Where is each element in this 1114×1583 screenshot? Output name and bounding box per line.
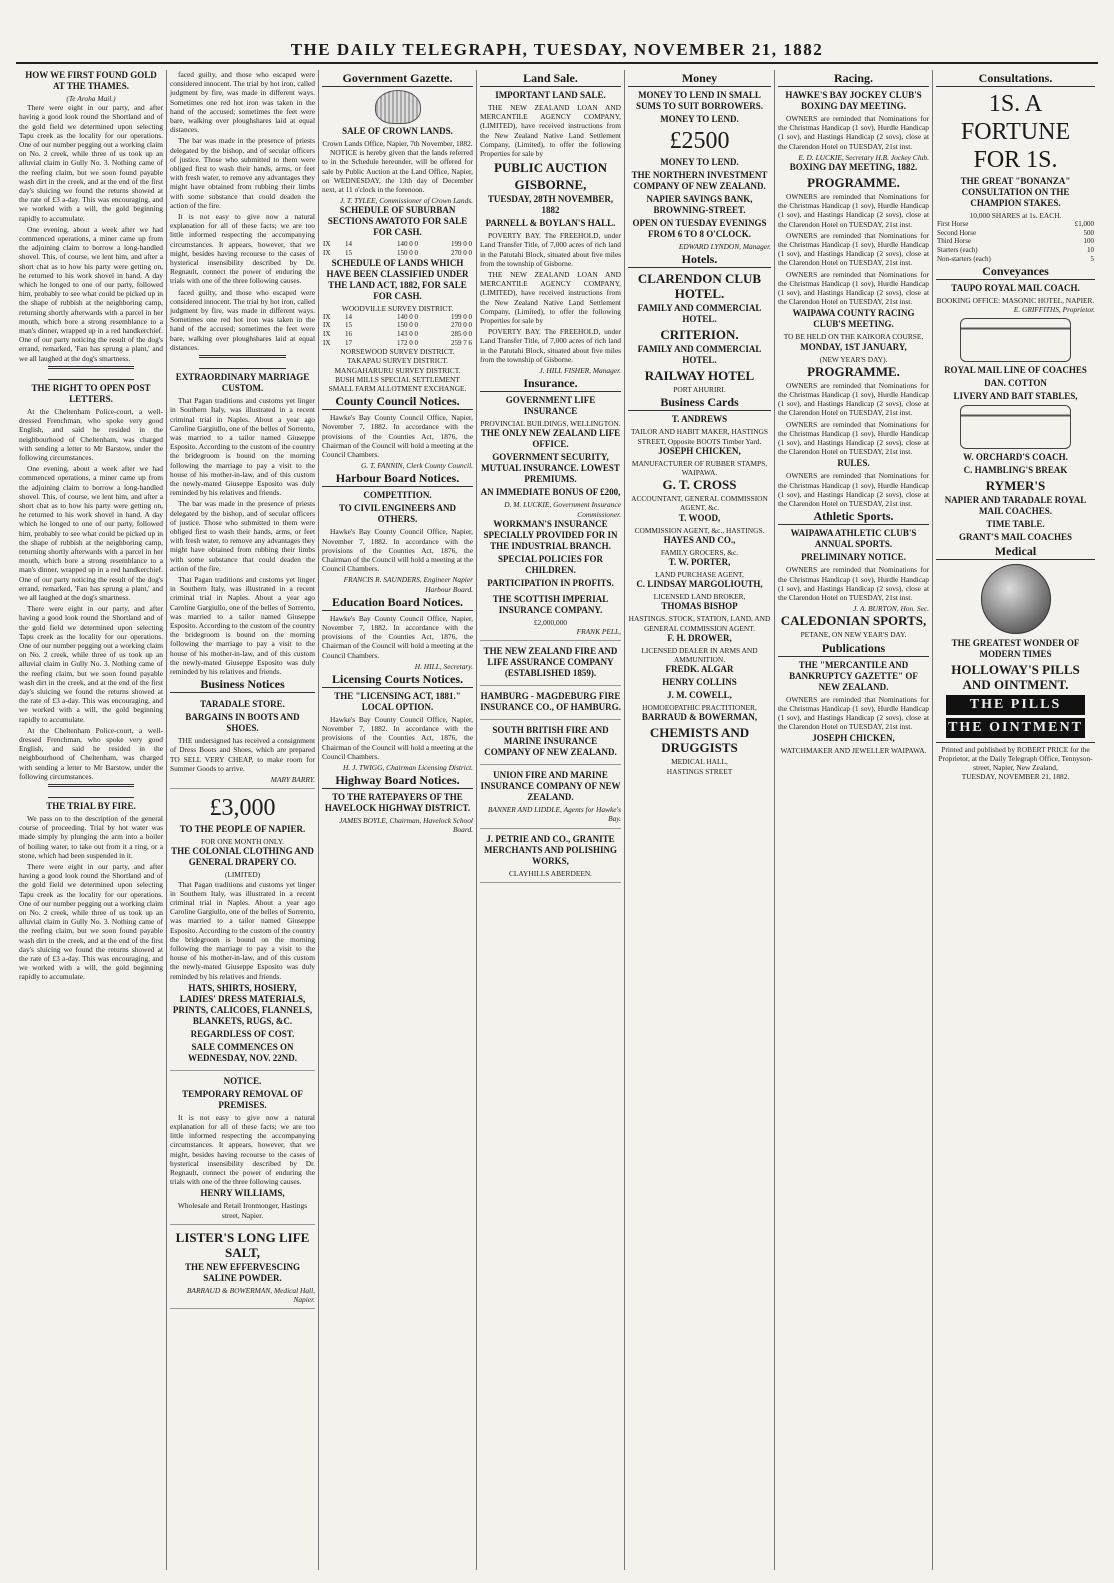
ad-title: MONEY TO LEND. xyxy=(660,157,739,167)
ad-title: SOUTH BRITISH FIRE AND MARINE INSURANCE COMPANY OF NEW ZEALAND. xyxy=(484,725,617,758)
ad-union-fire xyxy=(480,767,621,828)
ad-title: MONEY TO LEND IN SMALL SUMS TO SUIT BORROWERS. xyxy=(635,90,764,111)
notice-subtitle: TO CIVIL ENGINEERS AND OTHERS. xyxy=(338,503,457,525)
ad-text: OWNERS are reminded that Nominations for the Christmas Handicap (1 sov), Hurdle Handicap (1 sov), and Hastings Handicap (2 sovs), close at the Clarendon Hotel on TUESDAY, 21st inst. xyxy=(778,192,929,229)
district-name: BUSH MILLS SPECIAL SETTLEMENT xyxy=(335,374,460,384)
ad-subtitle: NAPIER AND TARADALE ROYAL MAIL COACHES. xyxy=(944,494,1087,516)
card-title: T. W. PORTER, xyxy=(668,557,731,568)
ad-title: LISTER'S LONG LIFE SALT, xyxy=(175,1229,310,1260)
notice-title: COMPETITION. xyxy=(363,490,432,501)
ad-colonial-clothing xyxy=(170,791,315,1071)
notice-title: SALE OF CROWN LANDS. xyxy=(342,126,453,136)
notice-subtitle: SCHEDULE OF SUBURBAN SECTIONS AWATOTO FOR SALE FOR CASH. xyxy=(327,205,468,238)
article-headline: HOW WE FIRST FOUND GOLD AT THE THAMES. xyxy=(25,70,157,91)
table-row: Third Horse 100 xyxy=(937,237,1094,246)
ad-subtitle: FAMILY AND COMMERCIAL HOTEL. xyxy=(637,344,762,366)
column-6 xyxy=(774,70,932,1570)
card-title: G. T. CROSS xyxy=(662,477,737,493)
article-headline: THE RIGHT TO OPEN POST LETTERS. xyxy=(31,382,151,404)
article-paragraph: One evening, about a week after we had commenced operations, a miner came up from the adjoining claim to borrow a long-handled shovel. This, of course, we lent him, and after a short chat as to how his party were getting on, he returned to his work shovel in hand. A day which he longed to one of our party, followed him, probably to see what could be picked up in the shape of rubbish at the neighboring camp, returning shortly afterwards with a parcel in her mouth, which bore a strong resemblance to a man's dinner, wrapped up in a red handkerchief. One of our party noticing the result of the dog's errand, remarked, 'Fan has sprung a plant,' and we all laughed at the dog's smartness. xyxy=(19,224,163,363)
section-header-harbour: Harbour Board Notices. xyxy=(322,472,473,487)
ad-text: £2,000,000 xyxy=(533,617,568,627)
notice-text: Hawke's Bay County Council Office, Napier, November 7, 1882. In accordance with the provisions of the Counties Act, 1876, the Chairman of the Council will hold a meeting at the Council Chambers. xyxy=(322,613,473,660)
ad-title: HOLLOWAY'S PILLS AND OINTMENT. xyxy=(951,661,1080,692)
district-name: MANGAHARURU SURVEY DISTRICT. xyxy=(334,365,461,375)
ad-signature: J. A. BURTON, Hon. Sec. xyxy=(853,604,929,614)
ad-title: JOSEPH CHICKEN, xyxy=(812,733,895,744)
ad-subtitle: TIME TABLE. xyxy=(986,518,1045,529)
ad-title: THE COLONIAL CLOTHING AND GENERAL DRAPERY CO. xyxy=(171,846,314,868)
table-row: Second Horse 500 xyxy=(937,228,1094,237)
section-header-business-cards: Business Cards xyxy=(628,396,771,411)
table-row: First Horse £1,000 xyxy=(937,220,1094,229)
ad-title: PROGRAMME. xyxy=(807,175,900,191)
section-header-athletic: Athletic Sports. xyxy=(778,510,929,525)
card-text: MEDICAL HALL, xyxy=(671,757,728,767)
ad-subtitle: AN IMMEDIATE BONUS OF £200, xyxy=(480,487,621,498)
article-paragraph: faced guilty, and those who escaped were considered innocent. The trial by hot iron, called judgment by fire, was made in different ways. Sometimes one red hot iron was taken in the hand of the accused; sometimes the feet were bare, walking over ploughshares laid at equal distances. xyxy=(170,70,315,135)
ad-text: THE NEW ZEALAND LOAN AND MERCANTILE AGENCY COMPANY, (LIMITED), have received instructions from the New Zealand Native Land Settlement Company, (Limited), to offer the following Properties for sale by xyxy=(480,270,621,326)
card-text: HASTINGS. STOCK, STATION, LAND, AND GENERAL COMMISSION AGENT. xyxy=(628,614,771,633)
section-header-land-sale: Land Sale. xyxy=(480,72,621,87)
notice-text: Crown Lands Office, Napier, 7th November, 1882. xyxy=(322,139,473,148)
ad-notice xyxy=(170,1073,315,1225)
article-paragraph: That Pagan traditions and customs yet linger in Southern Italy, was illustrated in a recent criminal trial in Naples. About a year ago Caroline Gargiullo, one of the belles of Sorrento, was married to a tailor named Giuseppe Esposito. According to the custom of the country the bridegroom is bound on the morning following the marriage to pay a visit to the house of his mother-in-law, and of this custom the newly-mated Giuseppe Esposito was duly reminded by his relatives and friends. xyxy=(170,574,315,676)
ad-subtitle: HATS, SHIRTS, HOSIERY, LADIES' DRESS MATERIALS, PRINTS, CALICOES, FLANNELS, BLANKETS, RUGS, &C. xyxy=(172,982,313,1026)
card-text: LICENSED DEALER IN ARMS AND AMMUNITION. xyxy=(641,645,758,665)
notice-subtitle: SCHEDULE OF LANDS WHICH HAVE BEEN CLASSIFIED UNDER THE LAND ACT, 1882, FOR SALE FOR CASH. xyxy=(326,257,469,301)
notice-signature: JAMES BOYLE, Chairman, Havelock School Board. xyxy=(339,816,473,835)
ad-signature: BARRAUD & BOWERMAN, Medical Hall, Napier. xyxy=(186,1285,315,1305)
globe-illustration-icon xyxy=(981,564,1051,634)
ad-subtitle: MONDAY, 1ST JANUARY, xyxy=(800,341,907,352)
article-paragraph: There were eight in our party, and after having a good look round the Shortland and of the gold field we determined upon selecting Tapu creek as the locality for our operations. One of our number pegging out a working claim on No. 2 creek, while three of us took up an alluvial claim in Gully No. 3. Nothing came of the reefing claim, but we soon found payable wash dirt in the creek, and at the end of the first day's sluicing we found the returns showed at the rate of £3 a-day. This was encouraging, and we worked with a will, the gold beginning rapidly to accumulate. xyxy=(19,604,163,724)
ad-title: CRITERION. xyxy=(660,327,739,343)
article-paragraph: It is not easy to give now a natural explanation for all of these facts; we are too little informed respecting the accompanying circumstances. It appears, however, that we might, besides having recourse to the cases of hysterical insensibility described by Dr. Regnault, connect the power of enduring the trials with one of the three following causes. xyxy=(170,212,315,286)
ad-title: IMPORTANT LAND SALE. xyxy=(495,90,606,100)
notice-text: Hawke's Bay County Council Office, Napier, November 7, 1882. In accordance with the provisions of the Counties Act, 1876, the Chairman of the Council will hold a meeting at the Council Chambers. xyxy=(322,413,473,460)
card-title: HAYES AND CO., xyxy=(663,534,736,545)
ad-text: THE undersigned has received a consignment of Dress Boots and Shoes, which are prepared TO SELL VERY CHEAP, to make room for Summer Goods to arrive. xyxy=(170,736,315,773)
ad-text: TO BE HELD ON THE KAIKORA COURSE, xyxy=(783,332,924,342)
masthead-rule xyxy=(16,62,1098,64)
card-title: THOMAS BISHOP xyxy=(661,601,738,612)
district-name: TAKAPAU SURVEY DISTRICT. xyxy=(347,356,448,366)
ad-title: THE "MERCANTILE AND BANKRUPTCY GAZETTE" OF NEW ZEALAND. xyxy=(789,659,918,692)
ad-signature: FRANK PELL, xyxy=(576,627,621,637)
ad-nz-fire xyxy=(480,643,621,686)
ad-title: 1S. A FORTUNE FOR 1S. xyxy=(960,91,1071,173)
ad-text: FOR ONE MONTH ONLY. xyxy=(201,837,284,847)
column-4 xyxy=(476,70,624,1570)
ad-title: BOXING DAY MEETING, 1882. xyxy=(789,162,918,173)
notice-title: THE "LICENSING ACT, 1881." LOCAL OPTION. xyxy=(334,691,461,713)
ad-subtitle: PARNELL & BOYLAN'S HALL. xyxy=(485,218,616,229)
table-row: Starters (each) 10 xyxy=(937,245,1094,254)
ad-text: OWNERS are reminded that Nominations for the Christmas Handicap (1 sov), Hurdle Handicap (1 sov), and Hastings Handicap (2 sovs), close at the Clarendon Hotel on TUESDAY, 21st inst. xyxy=(778,419,929,457)
ad-subtitle: TO THE PEOPLE OF NAPIER. xyxy=(179,824,306,835)
card-text: HOMOEOPATHIC PRACTITIONER, xyxy=(642,703,757,713)
article-paragraph: At the Cheltenham Police-court, a well-dressed Frenchman, who spoke very good English, and said he resided in the neighbourhood of Cheltenham, was charged with sending a letter to Mr Barstow, under the following circumstances. xyxy=(19,725,163,781)
article-headline: EXTRAORDINARY MARRIAGE CUSTOM. xyxy=(175,372,310,394)
notice-signature: G. T. FANNIN, Clerk County Council. xyxy=(360,461,473,471)
column-7 xyxy=(932,70,1098,1570)
card-text: HASTINGS STREET xyxy=(666,766,733,776)
article-paragraph: We pass on to the description of the general course of proceeding. Trial by hot water was made simply by plunging the arm into a boiler of boiling water, to take out from it a ring, or a stone, which had been suspended in it. xyxy=(19,814,163,860)
card-title: T. ANDREWS xyxy=(671,414,728,425)
card-title: T. WOOD, xyxy=(678,512,721,523)
ad-signature: E. D. LUCKIE, Secretary H.B. Jockey Club. xyxy=(798,152,929,162)
card-title: CHEMISTS AND DRUGGISTS xyxy=(649,725,750,756)
ad-subtitle: PARTICIPATION IN PROFITS. xyxy=(487,577,614,588)
table-row: IX 15 150 0 0 270 0 0 xyxy=(323,321,472,330)
prize-table xyxy=(936,220,1095,263)
card-text: FAMILY GROCERS, &c. xyxy=(660,547,739,557)
ad-signature: J. HILL FISHER, Manager. xyxy=(539,366,621,376)
district-name: NORSEWOOD SURVEY DISTRICT. xyxy=(340,347,455,357)
ad-subtitle: TEMPORARY REMOVAL OF PREMISES. xyxy=(182,1088,303,1110)
ad-title: C. HAMBLING'S BREAK xyxy=(963,464,1068,475)
ad-text: OWNERS are reminded that Nominations for the Christmas Handicap (1 sov), Hurdle Handicap (1 sov), and Hastings Handicap (2 sovs), close at the Clarendon Hotel on TUESDAY, 21st inst. xyxy=(778,565,929,602)
card-text: MANUFACTURER OF RUBBER STAMPS, WAIPAWA. xyxy=(631,458,768,478)
ad-title: PROGRAMME. xyxy=(807,363,900,379)
article-paragraph: At the Cheltenham Police-court, a well-dressed Frenchman, who spoke very good English, and said he resided in the neighbourhood of Cheltenham, was charged with sending a letter to Mr Barstow, under the following circumstances. xyxy=(19,406,163,462)
section-header-hotels: Hotels. xyxy=(628,253,771,268)
ad-title: TAUPO ROYAL MAIL COACH. xyxy=(951,283,1080,294)
ad-text: (LIMITED) xyxy=(224,870,261,880)
notice-text: Hawke's Bay County Council Office, Napier, November 7, 1882. In accordance with the provisions of the Counties Act, 1876, the Chairman of the Council will hold a meeting at the Council Chambers. xyxy=(322,715,473,761)
article-paragraph: That Pagan traditions and customs yet linger in Southern Italy, was illustrated in a recent criminal trial in Naples. About a year ago Caroline Gargiullo, one of the belles of Sorrento, was married to a tailor named Giuseppe Esposito. According to the custom of the country the bridegroom is bound on the morning following the marriage to pay a visit to the house of his mother-in-law, and of this custom the newly-mated Giuseppe Esposito was duly reminded by his relatives and friends. xyxy=(170,396,315,498)
ad-scottish xyxy=(480,591,621,641)
ad-text: 10,000 SHARES at 1s. EACH. xyxy=(969,211,1062,220)
ad-title: PUBLIC AUCTION xyxy=(493,160,608,176)
table-row: IX 16 143 0 0 285 0 0 xyxy=(323,330,472,338)
ad-lister xyxy=(170,1227,315,1309)
section-header-insurance: Insurance. xyxy=(480,377,621,392)
ad-text: OWNERS are reminded that Nominations for the Christmas Handicap (1 sov), Hurdle Handicap (1 sov), and Hastings Handicap (2 sovs), close at the Clarendon Hotel on TUESDAY, 21st inst. xyxy=(778,114,929,151)
ad-taradale xyxy=(170,696,315,789)
land-table xyxy=(322,313,473,347)
ad-signature: D. M. LUCKIE, Government Insurance Commissioner. xyxy=(504,500,621,519)
ointment-banner: THE OINTMENT xyxy=(946,718,1085,738)
article-paragraph: One evening, about a week after we had commenced operations, a miner came up from the adjoining claim to borrow a long-handled shovel. This, of course, we lent him, and after a short chat as to how his party were getting on, he returned to his work shovel in hand. A day which he longed to one of our party, followed him, probably to see what could be picked up in the shape of rubbish at the neighboring camp, returning shortly afterwards with a parcel in her mouth, which bore a strong resemblance to a man's dinner, wrapped up in a red handkerchief. One of our party noticing the result of the dog's errand, remarked, 'Fan has sprung a plant,' and we all laughed at the dog's smartness. xyxy=(19,464,163,602)
ad-signature: HENRY WILLIAMS, xyxy=(200,1188,285,1199)
article-headline: THE TRIAL BY FIRE. xyxy=(46,801,136,812)
ad-title: CLARENDON CLUB HOTEL. xyxy=(637,271,762,302)
coach-illustration-icon xyxy=(960,318,1071,362)
section-header-business: Business Notices xyxy=(170,678,315,693)
ad-text: OWNERS are reminded that Nominations for the Christmas Handicap (1 sov), Hurdle Handicap (1 sov), and Hastings Handicap (2 sovs), close at the Clarendon Hotel on TUESDAY, 21st inst. xyxy=(778,230,929,268)
table-row: IX 14 140 0 0 199 0 0 xyxy=(323,312,472,321)
ad-text: OWNERS are reminded that Nominations for the Christmas Handicap (1 sov), Hurdle Handicap (1 sov), and Hastings Handicap (2 sovs), close at the Clarendon Hotel on TUESDAY, 21st inst. xyxy=(778,694,929,732)
coach-illustration-icon xyxy=(960,405,1071,449)
ad-subtitle: THE GREAT "BONANZA" CONSULTATION ON THE CHAMPION STAKES. xyxy=(960,176,1071,208)
section-header-education: Education Board Notices. xyxy=(322,596,473,611)
notice-text: Hawke's Bay County Council Office, Napier, November 7, 1882. In accordance with the provisions of the Counties Act, 1876, the Chairman of the Council will hold a meeting at the Council Chambers. xyxy=(322,527,473,574)
ad-text: WATCHMAKER AND JEWELLER WAIPAWA. xyxy=(780,746,927,756)
imprint-date: TUESDAY, NOVEMBER 21, 1882. xyxy=(961,771,1070,781)
ad-signature: E. GRIFFITHS, Proprietor. xyxy=(1013,305,1095,315)
ad-text: PROVINCIAL BUILDINGS, WELLINGTON. xyxy=(480,419,621,429)
section-header-licensing: Licensing Courts Notices. xyxy=(322,673,473,688)
district-name: SMALL FARM ALLOTMENT EXCHANGE. xyxy=(328,384,467,393)
ad-subtitle: WORKMAN'S INSURANCE SPECIALLY PROVIDED FOR IN THE INDUSTRIAL BRANCH. xyxy=(483,518,618,551)
ad-title: WAIPAWA ATHLETIC CLUB'S ANNUAL SPORTS. xyxy=(790,528,917,550)
ad-title: HAMBURG - MAGDEBURG FIRE INSURANCE CO., OF HAMBURG. xyxy=(480,691,621,713)
land-table xyxy=(322,240,473,257)
ad-title: W. ORCHARD'S COACH. xyxy=(963,451,1068,462)
ad-subtitle: GOVERNMENT SECURITY, MUTUAL INSURANCE. LOWEST PREMIUMS. xyxy=(481,452,620,485)
ad-title: NAPIER SAVINGS BANK, BROWNING-STREET. xyxy=(646,194,753,215)
ad-subtitle: THE ONLY NEW ZEALAND LIFE OFFICE. xyxy=(480,428,621,450)
notice-signature: H. J. TWIGG, Chairman Licensing District. xyxy=(343,763,473,773)
royal-crest-icon xyxy=(375,90,421,124)
ad-subtitle: RULES. xyxy=(837,458,870,469)
ad-title: TARADALE STORE. xyxy=(200,699,285,710)
ad-subtitle: TUESDAY, 28TH NOVEMBER, 1882 xyxy=(487,194,614,216)
ad-title: GISBORNE, xyxy=(514,177,587,193)
ad-signature: MARY BARRY. xyxy=(270,775,315,784)
ad-subtitle: REGARDLESS OF COST. xyxy=(190,1028,295,1039)
ad-text: OWNERS are reminded that Nominations for the Christmas Handicap (1 sov), Hurdle Handicap (1 sov), and Hastings Handicap (2 sovs), close at the Clarendon Hotel on TUESDAY, 21st inst. xyxy=(778,380,929,418)
ad-title: THE NEW ZEALAND FIRE AND LIFE ASSURANCE COMPANY (ESTABLISHED 1859). xyxy=(483,646,618,679)
section-header-highway: Highway Board Notices. xyxy=(322,774,473,789)
ad-hamburg xyxy=(480,688,621,720)
section-header-publications: Publications xyxy=(778,642,929,657)
ad-subtitle: LIVERY AND BAIT STABLES, xyxy=(953,390,1078,401)
article-paragraph: There were eight in our party, and after having a good look round the Shortland and of the gold field we determined upon selecting Tapu creek as the locality for our operations. One of our number pegging out a working claim on No. 2 creek, while three of us took up an alluvial claim in Gully No. 3. Nothing came of the reefing claim, but we soon found payable wash dirt in the creek, and at the end of the first day's sluicing we found the returns showed at the rate of £3 a-day. This was encouraging, and we worked with a will, the gold beginning rapidly to accumulate. xyxy=(19,103,163,223)
section-header-consultations: Consultations. xyxy=(936,72,1095,87)
article-source: (Te Aroha Mail.) xyxy=(66,94,116,103)
ad-petrie xyxy=(480,831,621,883)
card-text: ACCOUNTANT, GENERAL COMMISSION AGENT, &c. xyxy=(631,494,768,513)
card-text: COMMISSION AGENT, &c., HASTINGS. xyxy=(634,525,765,535)
ad-text: POVERTY BAY. The FREEHOLD, under Land Transfer Title, of 7,000 acres of rich land in the Patutahi Block, situated about five miles from the township of Gisborne. xyxy=(480,231,621,268)
ad-text: CLAYHILLS ABERDEEN. xyxy=(508,868,593,878)
card-title: C. LINDSAY MARGOLIOUTH, xyxy=(636,579,763,590)
ad-title: GRANT'S MAIL COACHES xyxy=(958,531,1073,542)
article-paragraph: faced guilty, and those who escaped were considered innocent. The trial by hot iron, called judgment by fire, was made in different ways. Sometimes one red hot iron was taken in the hand of the accused; sometimes the feet were bare, walking over ploughshares laid at equal distances. xyxy=(170,287,315,352)
section-header-medical: Medical xyxy=(936,545,1095,560)
pills-banner: THE PILLS xyxy=(946,695,1085,715)
ad-text: THE NEW ZEALAND LOAN AND MERCANTILE AGENCY COMPANY, (LIMITED), have received instructions from the New Zealand Native Land Settlement Company, (Limited), to offer the following Properties for sale by xyxy=(480,103,621,159)
ad-text: It is not easy to give now a natural explanation for all of these facts; we are too little informed respecting the accompanying circumstances. It appears, however, that we might, besides having recourse to the cases of hysterical insensibility described by Dr. Regnault, connect the power of enduring the trials with one of the three following causes. xyxy=(170,1112,315,1187)
column-5 xyxy=(624,70,774,1570)
ad-text: POVERTY BAY. The FREEHOLD, under Land Transfer Title, of 7,000 acres of rich land in the Patutahi Block, situated about five miles from the township of Gisborne. xyxy=(480,327,621,364)
ad-title: J. PETRIE AND CO., GRANITE MERCHANTS AND POLISHING WORKS, xyxy=(483,833,618,866)
ad-title: THE SCOTTISH IMPERIAL INSURANCE COMPANY. xyxy=(492,593,609,615)
card-text: TAILOR AND HABIT MAKER, HASTINGS STREET, Opposite BOOTS Timber Yard. xyxy=(630,427,769,446)
ad-big-amount: £3,000 xyxy=(209,795,276,822)
ad-title: THE NORTHERN INVESTMENT COMPANY OF NEW ZEALAND. xyxy=(631,170,768,191)
ad-title: HAWKE'S BAY JOCKEY CLUB'S BOXING DAY MEETING. xyxy=(785,90,922,111)
card-title: HENRY COLLINS xyxy=(662,677,737,688)
column-1 xyxy=(16,70,166,1570)
ad-title: MONEY TO LEND. xyxy=(660,114,739,124)
section-header-conveyances: Conveyances xyxy=(936,265,1095,280)
notice-subtitle: TO THE RATEPAYERS OF THE HAVELOCK HIGHWAY DISTRICT. xyxy=(324,792,471,814)
notice-text: NOTICE is hereby given that the lands referred to in the Schedule hereunder, will be offered for sale by Public Auction at the Land Office, Napier, on WEDNESDAY, the 13th day of December next, at 11 o'clock in the forenoon. xyxy=(322,148,473,195)
ad-subtitle: OPEN ON TUESDAY EVENINGS FROM 6 TO 8 O'CLOCK. xyxy=(632,218,767,239)
card-title: JOSEPH CHICKEN, xyxy=(658,445,741,456)
section-header-money: Money xyxy=(628,72,771,87)
card-title: BARRAUD & BOWERMAN, xyxy=(641,712,758,723)
ad-text: PETANE, ON NEW YEAR'S DAY. xyxy=(800,630,907,640)
table-row: Non-starters (each) 5 xyxy=(937,254,1094,263)
card-text: LICENSED LAND BROKER, xyxy=(653,592,746,602)
ad-subtitle: PRELIMINARY NOTICE. xyxy=(801,552,906,563)
ad-title: DAN. COTTON xyxy=(984,377,1047,388)
table-row: IX 15 150 0 0 270 0 0 xyxy=(323,249,472,258)
ad-subtitle: SPECIAL POLICIES FOR CHILDREN. xyxy=(497,553,604,575)
card-title: J. M. COWELL, xyxy=(667,690,732,701)
column-3 xyxy=(318,70,476,1570)
divider-ornament xyxy=(199,355,286,369)
notice-signature: H. HILL, Secretary. xyxy=(414,661,473,671)
imprint-footer xyxy=(936,742,1095,781)
ad-subtitle: THE NEW EFFERVESCING SALINE POWDER. xyxy=(184,1261,301,1283)
ad-text: OWNERS are reminded that Nominations for the Christmas Handicap (1 sov), Hurdle Handicap (1 sov), and Hastings Handicap (2 sovs), close at the Clarendon Hotel on TUESDAY, 21st inst. xyxy=(778,269,929,307)
divider-ornament xyxy=(48,366,134,380)
district-name: WOODVILLE SURVEY DISTRICT. xyxy=(341,303,454,313)
ad-title: ROYAL MAIL LINE OF COACHES xyxy=(944,364,1087,375)
ad-text: OWNERS are reminded that Nominations for the Christmas Handicap (1 sov), Hurdle Handicap (1 sov), and Hastings Handicap (2 sovs), close at the Clarendon Hotel on TUESDAY, 21st inst. xyxy=(778,471,929,509)
ad-signature: EDWARD LYNDON, Manager. xyxy=(678,242,771,251)
divider-ornament xyxy=(48,784,134,798)
notice-signature: J. T. TYLEE, Commissioner of Crown Lands. xyxy=(339,196,473,206)
ad-subtitle: FAMILY AND COMMERCIAL HOTEL. xyxy=(637,303,762,325)
ad-title: RAILWAY HOTEL xyxy=(644,368,755,384)
masthead: THE DAILY TELEGRAPH, TUESDAY, NOVEMBER 21, 1882 xyxy=(290,40,824,59)
table-row: IX 17 172 0 0 259 7 6 xyxy=(323,338,472,347)
ad-title: RYMER'S xyxy=(985,477,1046,493)
section-header-racing: Racing. xyxy=(778,72,929,87)
ad-subtitle: BARGAINS IN BOOTS AND SHOES. xyxy=(185,712,300,734)
ad-text: Wholesale and Retail Ironmonger, Hastings street, Napier. xyxy=(177,1201,308,1220)
card-title: FREDK. ALGAR xyxy=(665,664,734,675)
table-row: IX 14 140 0 0 199 0 0 xyxy=(323,240,472,249)
ad-title: UNION FIRE AND MARINE INSURANCE COMPANY OF NEW ZEALAND. xyxy=(480,770,621,803)
column-2 xyxy=(166,70,318,1570)
ad-big-amount: £2500 xyxy=(669,128,730,154)
section-header-gazette: Government Gazette. xyxy=(322,72,473,87)
article-paragraph: The bar was made in the presence of priests delegated by the bishop, and of secular officers of justice. Those who submitted to them were obliged first to wash their hands, arms, or feet with fresh water, to remove any advantages they might have obtained from rubbing their limbs with some substance that could deaden the action of the fire. xyxy=(170,136,315,210)
imprint-text: Printed and published by ROBERT PRICE for the Proprietor, at the Daily Telegraph Office, Tennyson-street, Napier, New Zealand, xyxy=(938,744,1093,772)
ad-text: BOOKING OFFICE: MASONIC HOTEL, NAPIER. xyxy=(936,296,1095,306)
card-text: LAND PURCHASE AGENT, xyxy=(655,570,744,580)
ad-text: (NEW YEAR'S DAY). xyxy=(819,354,888,364)
ad-title: NOTICE. xyxy=(223,1075,262,1086)
ad-subtitle: THE GREATEST WONDER OF MODERN TIMES xyxy=(951,637,1080,659)
ad-title: CALEDONIAN SPORTS, xyxy=(780,613,927,629)
ad-subtitle: SALE COMMENCES ON WEDNESDAY, NOV. 22ND. xyxy=(188,1041,297,1063)
section-header-county: County Council Notices. xyxy=(322,395,473,410)
article-paragraph: The bar was made in the presence of priests delegated by the bishop, and of secular officers of justice. Those who submitted to them were obliged first to wash their hands, arms, or feet with fresh water, to remove any advantages they might have obtained from rubbing their limbs with some substance that could deaden the action of the fire. xyxy=(170,499,315,573)
ad-signature: BANNER AND LIDDLE, Agents for Hawke's Bay. xyxy=(487,805,621,824)
notice-signature: FRANCIS R. SAUNDERS, Engineer Napier Harbour Board. xyxy=(343,575,473,594)
ad-text: PORT AHURIRI. xyxy=(673,385,726,395)
ad-south-british xyxy=(480,722,621,765)
article-paragraph: There were eight in our party, and after having a good look round the Shortland and of the gold field we determined upon selecting Tapu creek as the locality for our operations. One of our number pegging out a working claim on No. 2 creek, while three of us took up an alluvial claim in Gully No. 3. Nothing came of the reefing claim, but we soon found payable wash dirt in the creek, and at the end of the first day's sluicing we found the returns showed at the rate of £3 a-day. This was encouraging, and we worked with a will, the gold beginning rapidly to accumulate. xyxy=(19,862,163,982)
ad-title: GOVERNMENT LIFE INSURANCE xyxy=(505,395,596,417)
card-title: F. H. DROWER, xyxy=(667,632,732,643)
ad-title: WAIPAWA COUNTY RACING CLUB'S MEETING. xyxy=(792,308,915,330)
ad-text: That Pagan traditions and customs yet linger in Southern Italy, was illustrated in a recent criminal trial in Naples. About a year ago Caroline Gargiullo, one of the belles of Sorrento, was married to a tailor named Giuseppe Esposito. According to the custom of the country the bridegroom is bound on the morning following the marriage to pay a visit to the house of his mother-in-law, and of this custom the newly-mated Giuseppe Esposito was duly reminded by his relatives and friends. xyxy=(170,879,315,981)
